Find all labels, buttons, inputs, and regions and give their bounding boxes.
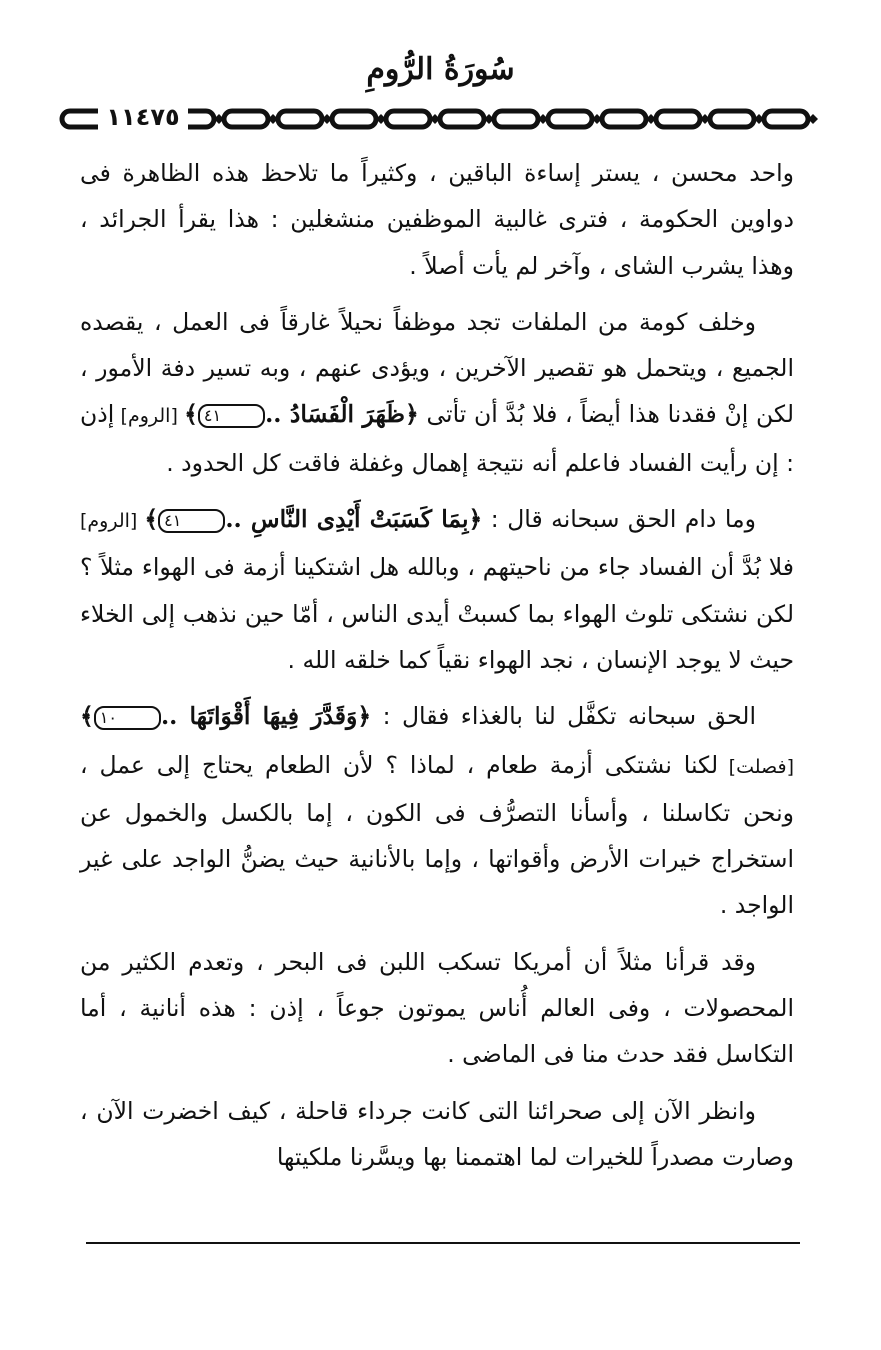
paragraph [80, 693, 794, 928]
paragraph [80, 939, 794, 1078]
paragraph-text: لكنا نشتكى أزمة طعام ، لماذا ؟ لأن الطعام يحتاج إلى عمل ، ونحن تكاسلنا ، وأسأنا التصرُّف فى الكون ، إما بالكسل والخمول عن استخراج خيرات الأرض وأقواتها ، وإما بالأنانية حيث يضنُّ الواجد على غير الواجد . [80, 750, 794, 920]
page-number: ١١٤٧٥ [98, 100, 188, 134]
paragraph-text: وقد قرأنا مثلاً أن أمريكا تسكب اللبن فى البحر ، وتعدم الكثير من المحصولات ، وفى العالم أُناس يموتون جوعاً ، إذن : هذه أنانية ، أما التكاسل فقد حدث منا فى الماضى . [80, 947, 794, 1069]
paragraph-text: وانظر الآن إلى صحرائنا التى كانت جرداء قاحلة ، كيف اخضرت الآن ، وصارت مصدراً للخيرات لما اهتممنا بها ويسَّرنا ملكيتها [80, 1096, 794, 1171]
paragraph [80, 1088, 794, 1181]
quran-verse: ﴿وَقَدَّرَ فِيهَا أَقْوَاتَهَا .. [160, 702, 372, 731]
paragraph [80, 496, 794, 683]
paragraph-text: واحد محسن ، يستر إساءة الباقين ، وكثيراً ما تلاحظ هذه الظاهرة فى دواوين الحكومة ، فترى غالبية الموظفين منشغلين : هذا يقرأ الجرائد ، وهذا يشرب الشاى ، وآخر لم يأت أصلاً . [80, 159, 794, 280]
paragraph-text: وما دام الحق سبحانه قال : [482, 505, 756, 534]
quran-verse: ﴿بِمَا كَسَبَتْ أَيْدِى النَّاسِ .. [225, 505, 483, 534]
bottom-divider [86, 1242, 800, 1244]
paragraph-text: إذن : إن رأيت الفساد فاعلم أنه نتيجة إهمال وغفلة فاقت كل الحدود . [80, 400, 794, 477]
surah-title: سُورَةُ الرُّومِ [366, 52, 515, 87]
paragraph-text: الحق سبحانه تكفَّل لنا بالغذاء فقال : [371, 702, 756, 731]
quran-verse: ﴾ [184, 400, 198, 429]
surah-reference: [الروم] [114, 405, 185, 428]
quran-verse: ﴾ [80, 702, 94, 731]
paragraph-text: وخلف كومة من الملفات تجد موظفاً نحيلاً غارقاً فى العمل ، يقصده الجميع ، ويتحمل هو تقصير الآخرين ، ويؤدى عنهم ، وبه تسير دفة الأمور ، لكن إنْ فقدنا هذا أيضاً ، فلا بُدَّ أن تأتى [80, 307, 794, 429]
surah-reference: [الروم] [80, 510, 145, 533]
ayah-number-badge: ١٠ [94, 706, 161, 730]
quran-verse: ﴿ظَهَرَ الْفَسَادُ .. [265, 400, 419, 429]
paragraph [80, 150, 794, 289]
surah-reference: [فصلت] [718, 755, 794, 778]
body-text [80, 150, 794, 1190]
paragraph [80, 299, 794, 486]
ayah-number-badge: ٤١ [198, 404, 265, 428]
ayah-number-badge: ٤١ [158, 509, 225, 533]
paragraph-text: فلا بُدَّ أن الفساد جاء من ناحيتهم ، وبالله هل اشتكينا أزمة فى الهواء مثلاً ؟ لكن نشتكى تلوث الهواء بما كسبتْ أيدى الناس ، أمّا حين نذهب إلى الخلاء حيث لا يوجد الإنسان ، نجد الهواء نقياً كما خلقه الله . [80, 553, 794, 674]
quran-verse: ﴾ [144, 505, 159, 534]
